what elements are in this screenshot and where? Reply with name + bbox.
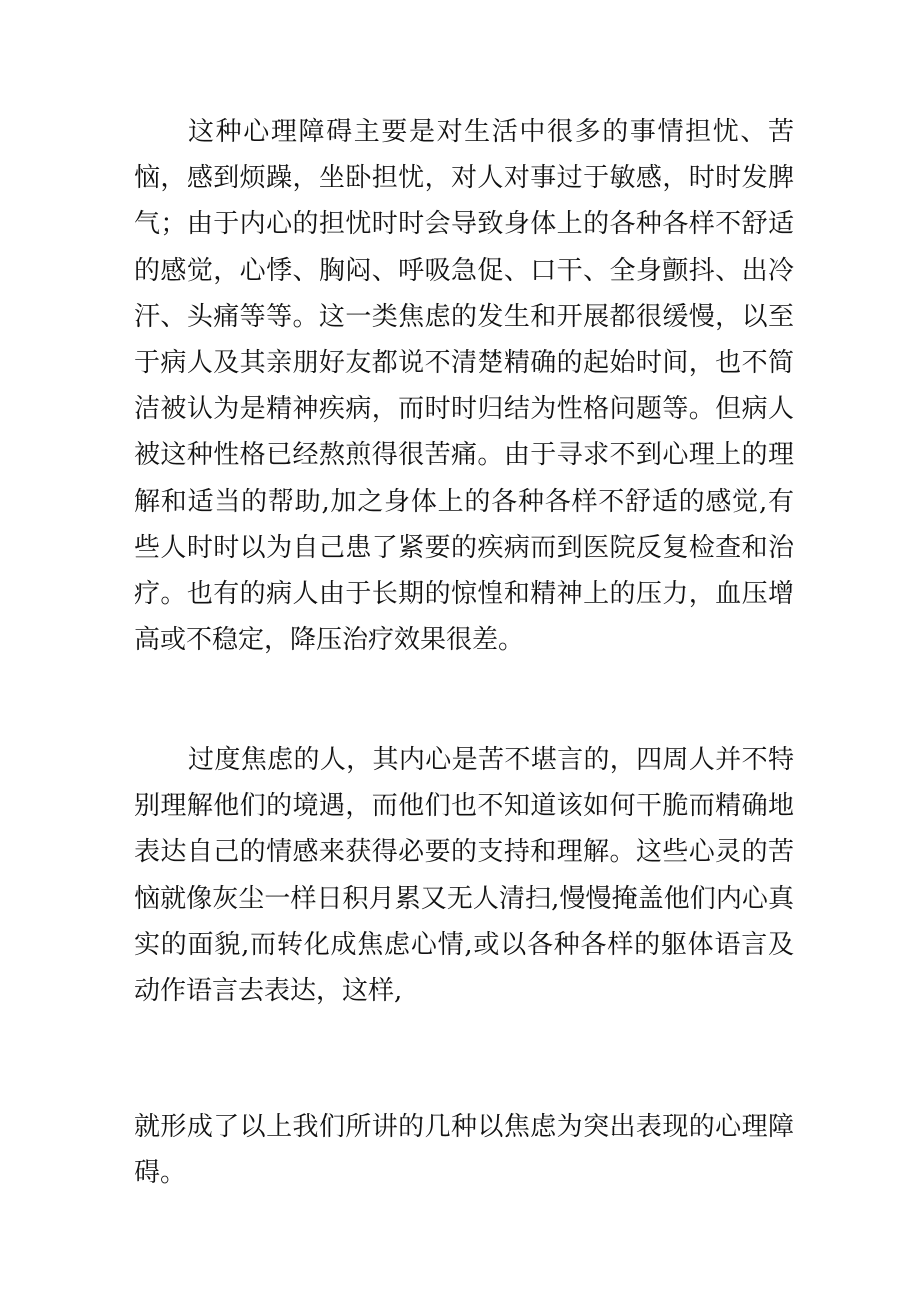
paragraph-inner-suffering: 过度焦虑的人，其内心是苦不堪言的，四周人并不特别理解他们的境遇，而他们也不知道该如何干脆而精确地表达自己的情感来获得必要的支持和理解。这些心灵的苦恼就像灰尘一样日积月累又无人清扫,慢慢掩盖他们内心真实的面貌,而转化成焦虑心情,或以各种各样的躯体语言及动作语言去表达，这样,	[134, 745, 794, 1007]
paragraph-anxiety-symptoms: 这种心理障碍主要是对生活中很多的事情担忧、苦恼，感到烦躁，坐卧担忧，对人对事过于敏感，时时发脾气；由于内心的担忧时时会导致身体上的各种各样不舒适的感觉，心悸、胸闷、呼吸急促、口干、全身颤抖、出冷汗、头痛等等。这一类焦虑的发生和开展都很缓慢，以至于病人及其亲朋好友都说不清楚精确的起始时间，也不简洁被认为是精神疾病，而时时归结为性格问题等。但病人被这种性格已经熬煎得很苦痛。由于寻求不到心理上的理解和适当的帮助,加之身体上的各种各样不舒适的感觉,有些人时时以为自己患了紧要的疾病而到医院反复检查和治疗。也有的病人由于长期的惊惶和精神上的压力，血压增高或不稳定，降压治疗效果很差。	[134, 117, 794, 656]
paragraph-conclusion: 就形成了以上我们所讲的几种以焦虑为突出表现的心理障碍。	[134, 1112, 794, 1189]
